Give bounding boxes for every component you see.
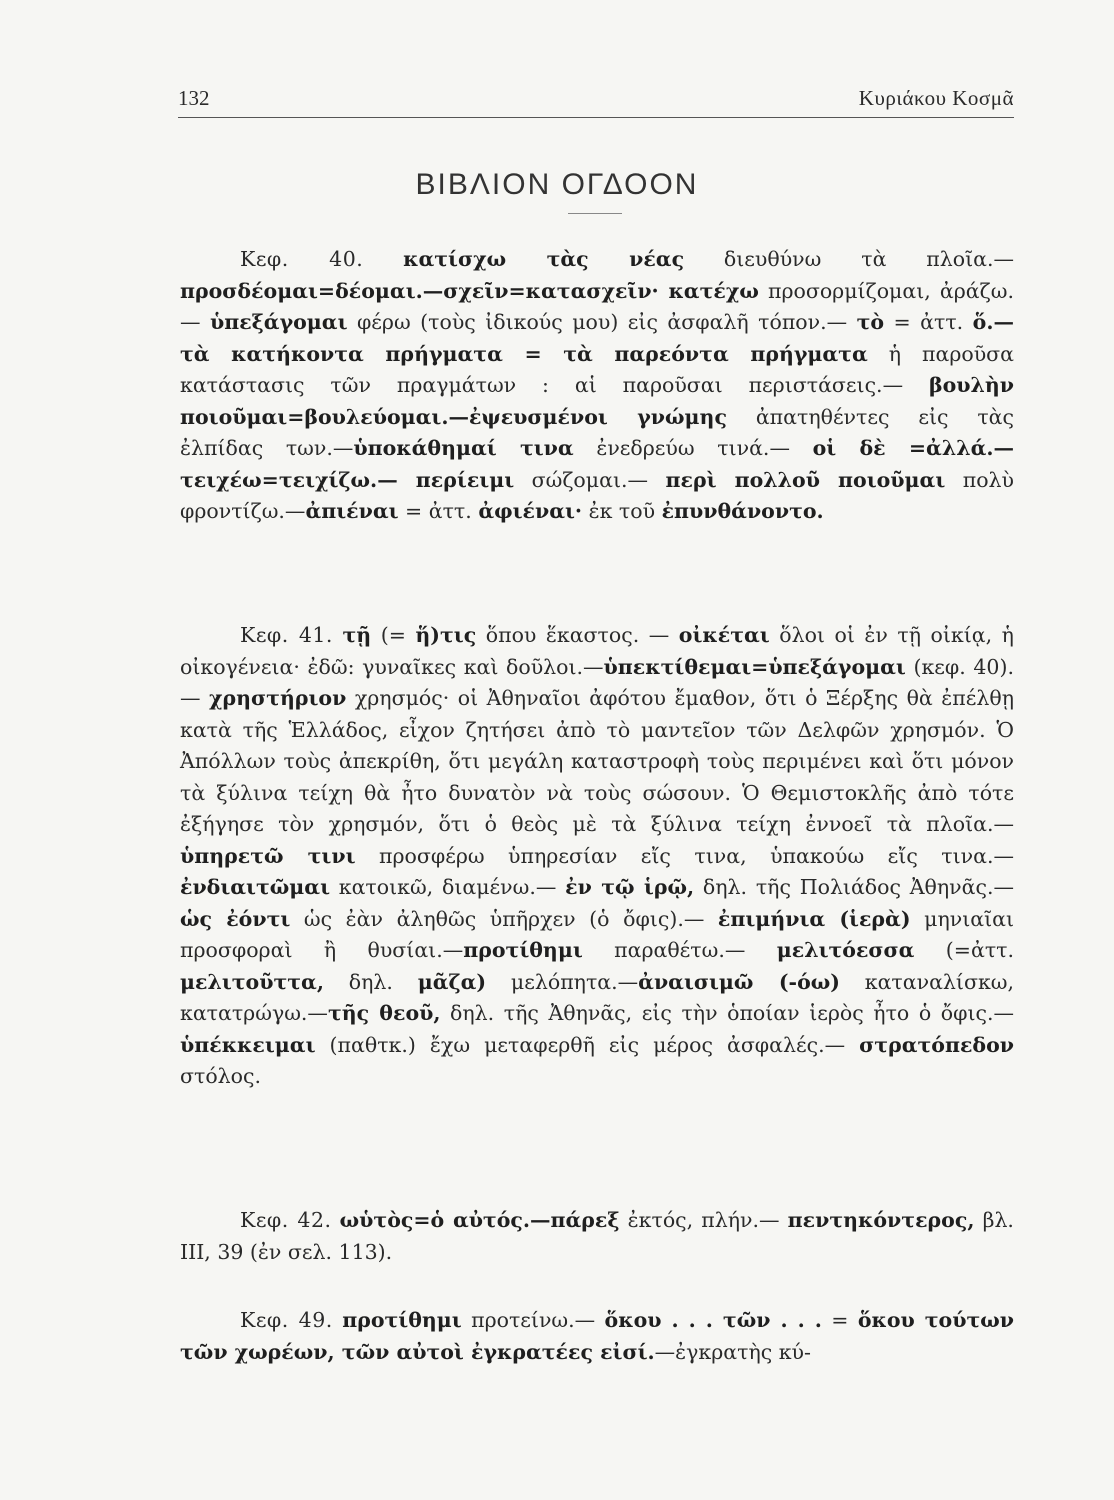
chapter-label: Κεφ. 49. [240,1308,333,1332]
text-run: ἡ παροῦσα κατάστασις τῶν πραγμάτων : αἱ παροῦσαι περιστάσεις.— [180,341,1015,397]
text-run: καταναλίσκω, κατατρώγω.— [180,969,1014,1025]
text-run: ὑπέκκειμαι [180,1032,316,1057]
chapter-42-paragraph [180,1205,1014,1268]
text-run: ἐνεδρεύω τινά.— [573,436,813,460]
text-run: προσφέρω ὑπηρεσίαν εἴς τινα, ὑπακούω εἴς τινα.— [355,843,1014,868]
chapter-40-paragraph [180,244,1014,528]
text-run: περὶ πολλοῦ ποιοῦμαι [665,467,946,492]
text-run: μελιτοῦττα, [180,969,324,994]
text-run: ὑποκάθημαί τινα [353,436,574,460]
text-run: ὡς ἐὰν ἀληθῶς ὑπῆρχεν (ὁ ὄφις).— [290,906,718,931]
text-run: παραθέτω.— [582,938,777,962]
text-run: (= [371,623,416,647]
text-run: (=ἀττ. [914,938,1015,962]
text-run: πεντηκόντερος, [787,1208,975,1232]
text-run: ἐπιμήνια (ἱερὰ) [717,906,911,931]
text-run: ἥ)τις [415,623,477,647]
text-run: τὸ [856,310,885,334]
chapter-label: Κεφ. 40. [240,247,364,271]
text-run: στόλος. [180,1064,262,1088]
text-run: μελόπητα.— [486,969,639,994]
text-run: ἐκ τοῦ [582,499,662,523]
text-run: ὑπεξάγομαι [209,310,348,334]
text-run: προσορμίζομαι, ἀράζω. — [180,278,1014,334]
text-run: ὑπηρετῶ τινι [180,843,356,868]
text-run: ὅκου τούτων τῶν χωρέων, τῶν αὐτοὶ ἐγκρατέες εἰσί. [180,1308,1014,1364]
text-run: ἀφιέναι· [478,499,583,523]
text-run: (παθτκ.) ἔχω μεταφερθῆ εἰς μέρος ἀσφαλές.— [315,1032,860,1057]
text-run: διευθύνω τὰ πλοῖα.— [684,247,1014,271]
text-run: ὑπεκτίθεμαι=ὑπεξάγομαι [603,654,906,679]
text-run: προσδέομαι=δέομαι.—σχεῖν=κατασχεῖν· κατέχω [180,278,759,303]
text-run: ωὑτὸς=ὁ αὐτός.—πάρεξ [339,1208,620,1232]
text-run: προτίθημι [342,1308,462,1332]
text-run: ἐκτός, πλήν.— [619,1208,788,1232]
text-run: δηλ. τῆς Πολιάδος Ἀθηνᾶς.— [694,875,1014,899]
text-run: χρησμός· οἱ Ἀθηναῖοι ἀφότου ἔμαθον, ὅτι ὁ Ξέρξης θὰ ἐπέλθῃ κατὰ τῆς Ἑλλάδος, εἶχον ζητήσει ἀπὸ τὸ μαντεῖον τῶν Δελφῶν χρησμόν. Ὁ Ἀπόλλων τοὺς ἀπεκρίθη, ὅτι μεγάλη καταστροφὴ τοὺς περιμένει καὶ ὅτι μόνον τὰ ξύλινα τείχη θὰ ἦτο δυνατὸν νὰ τοὺς σώσουν. Ὁ Θεμιστοκλῆς ἀπὸ τότε ἐξήγησε τὸν χρησμόν, ὅτι ὁ θεὸς μὲ τὰ ξύλινα τείχη ἐννοεῖ τὰ πλοῖα.— [180,686,1014,836]
text-run: προτείνω.— [461,1308,605,1332]
text-run: ὅπου ἕκαστος. — [476,623,679,647]
text-run: = ἀττ. [884,310,973,334]
book-title: ΒΙΒΛΙΟΝ ΟΓΔΟΟΝ [415,168,699,201]
chapter-49-paragraph [180,1305,1014,1368]
chapter-label: Κεφ. 42. [240,1208,332,1232]
text-run: κατίσχω τὰς νέας [403,247,685,271]
text-run: οἱ δὲ =ἀλλά.— τειχέω=τειχίζω.— περίειμι [180,436,1014,492]
page-number: 132 [178,86,210,110]
text-run: σώζομαι.— [514,467,666,492]
text-run: ὡς ἐόντι [180,906,291,931]
running-title: Κυριάκου Κοσμᾶ [858,86,1014,110]
text-run: προτίθημι [463,938,583,962]
chapter-41-paragraph [180,620,1014,1093]
chapter-label: Κεφ. 41. [240,623,333,647]
text-run: = [821,1308,858,1332]
text-run: βουλὴν ποιοῦμαι=βουλεύομαι.—ἐψευσμένοι γνώμης [180,373,1014,429]
text-run: ἀναισιμῶ (-όω) [638,969,840,994]
text-run: φέρω (τοὺς ἰδικούς μου) εἰς ἀσφαλῆ τόπον.— [347,310,857,334]
text-run: στρατόπεδον [859,1032,1014,1057]
page-header [178,86,1014,118]
text-run: (κεφ. 40).— [180,654,1014,710]
text-run: οἰκέται [678,623,770,647]
text-run: δηλ. [323,969,418,994]
text-run: ὅκου . . . τῶν . . . [604,1308,822,1332]
text-run: ἐν τῷ ἱρῷ, [565,875,695,899]
text-run: —ἐγκρατὴς κύ- [654,1339,811,1364]
text-run: μηνιαῖαι προσφοραὶ ἢ θυσίαι.— [180,906,1015,962]
text-run: τῇ [342,623,372,647]
title-rule [568,213,622,214]
text-run: ἐνδιαιτῶμαι [180,875,330,899]
text-run: ὅ.— τὰ κατήκοντα πρήγματα = τὰ παρεόντα πρήγματα [180,310,1014,366]
text-run: ὅλοι οἱ ἐν τῇ οἰκίᾳ, ἡ οἰκογένεια· ἐδῶ: γυναῖκες καὶ δοῦλοι.— [180,623,1014,679]
text-run: ἐπυνθάνοντο. [661,499,824,523]
text-run: χρηστήριον [209,686,347,710]
text-run: βλ. ΙΙΙ, 39 (ἐν σελ. 113). [180,1208,1014,1264]
text-run: δηλ. τῆς Ἀθηνᾶς, εἰς τὴν ὁποίαν ἱερὸς ἦτο ὁ ὄφις.— [440,1001,1014,1025]
text-run: μᾶζα) [417,969,487,994]
text-run: ἀπιέναι [305,499,399,523]
text-run: = ἀττ. [398,499,479,523]
text-run: πολὺ φροντίζω.— [180,467,1014,523]
text-run: μελιτόεσσα [776,938,915,962]
text-run: ἀπατηθέντες εἰς τὰς ἐλπίδας των.— [180,404,1014,460]
text-run: κατοικῶ, διαμένω.— [330,875,566,899]
text-run: τῆς θεοῦ, [327,1001,441,1025]
